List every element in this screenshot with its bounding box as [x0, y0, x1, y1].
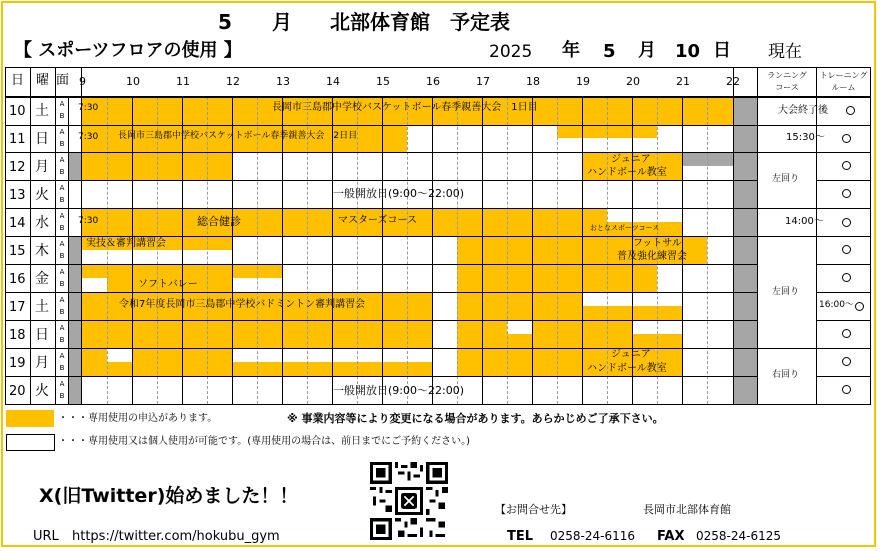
- court-a: A: [59, 380, 65, 388]
- row-day: 10: [9, 104, 26, 119]
- fax-number: 0258-24-6125: [696, 529, 782, 543]
- hour-label: 21: [676, 75, 690, 88]
- date-month: 5: [603, 41, 616, 62]
- training-available-12: [842, 161, 851, 170]
- hour-label: 19: [576, 75, 590, 88]
- training-available-13: [842, 189, 851, 198]
- hour-label: 18: [526, 75, 540, 88]
- col-running: ランニング コース: [767, 71, 807, 92]
- training-available-20: [842, 385, 851, 394]
- court-a: A: [59, 128, 65, 136]
- row-weekday: 火: [35, 187, 49, 203]
- court-a: A: [59, 212, 65, 220]
- event-11: 長岡市三島郡中学校バスケットボール春季親善大会 2日目: [118, 131, 358, 141]
- court-a: A: [59, 268, 65, 276]
- event-handball-1: ハンドボール教室: [587, 167, 667, 178]
- hour-label: 17: [476, 75, 490, 88]
- event-11-time: 7:30: [78, 132, 99, 142]
- date-day-unit: 日: [713, 40, 731, 61]
- event-open-20: 一般開放日(9:00～22:00): [333, 384, 464, 397]
- tel-number[interactable]: 0258-24-6116: [550, 529, 636, 543]
- event-otona: おとなスポーツコース: [590, 224, 660, 232]
- fax-label: FAX: [657, 529, 685, 544]
- court-a: A: [59, 156, 65, 164]
- side-1600: 16:00～: [819, 300, 854, 310]
- row-day: 17: [9, 300, 26, 315]
- training-available-14: [842, 218, 851, 227]
- event-10-time: 7:30: [78, 103, 99, 113]
- row-weekday: 日: [35, 327, 49, 343]
- hour-label: 13: [276, 75, 290, 88]
- event-10: 長岡市三島郡中学校バスケットボール春季親善大会 1日目: [272, 102, 538, 113]
- date-day: 10: [675, 41, 701, 62]
- event-14-time: 7:30: [78, 216, 99, 226]
- legend-note: ※ 事業内容等により変更になる場合があります。あらかじめご了承下さい。: [287, 412, 664, 425]
- row-day: 12: [9, 160, 26, 175]
- hour-label: 16: [426, 75, 440, 88]
- row-weekday: 金: [35, 271, 49, 287]
- row-day: 14: [9, 216, 26, 231]
- col-day: 日: [11, 73, 25, 88]
- event-handball-2: ハンドボール教室: [587, 363, 667, 374]
- court-b: B: [59, 196, 65, 204]
- hour-label: 15: [376, 75, 390, 88]
- row-weekday: 水: [35, 215, 49, 231]
- row-day: 13: [9, 188, 26, 203]
- side-1400: 14:00～: [785, 216, 824, 227]
- side-left-round-2: 左回り: [772, 287, 800, 297]
- training-available-19: [842, 357, 851, 366]
- hour-label: 20: [626, 75, 640, 88]
- row-day: 11: [9, 132, 26, 147]
- court-b: B: [59, 364, 65, 372]
- legend-booked: ・・・専用使用の申込があります。: [58, 413, 218, 424]
- page-title: 北部体育館 予定表: [330, 10, 510, 34]
- inquiry-label: 【お問合せ先】: [495, 503, 572, 516]
- court-a: A: [59, 296, 65, 304]
- section-title: 【 スポーツフロアの使用 】: [14, 40, 242, 61]
- header-month-unit: 月: [272, 10, 292, 34]
- hour-label: 9: [79, 75, 86, 88]
- court-b: B: [59, 280, 65, 288]
- court-a: A: [59, 324, 65, 332]
- event-futsal-2: 普及強化練習会: [617, 251, 687, 262]
- event-junior-1: ジュニア: [611, 154, 651, 165]
- training-available-10: [846, 106, 855, 115]
- training-available-11: [842, 134, 851, 143]
- court-b: B: [59, 308, 65, 316]
- court-b: B: [59, 140, 65, 148]
- training-available-15: [842, 245, 851, 254]
- side-1530: 15:30～: [786, 132, 825, 143]
- row-day: 15: [9, 244, 26, 259]
- twitter-announcement: X(旧Twitter)始めました！！: [39, 485, 299, 507]
- date-month-unit: 月: [638, 40, 656, 61]
- event-futsal-1: フットサル: [633, 238, 682, 249]
- legend-free: ・・・専用使用又は個人使用が可能です。(専用使用の場合は、前日までにご予約ください。): [58, 436, 471, 447]
- court-b: B: [59, 168, 65, 176]
- url-label: URL: [33, 529, 59, 544]
- court-b: B: [59, 224, 65, 232]
- col-court: 面: [56, 73, 70, 88]
- row-weekday: 土: [35, 103, 49, 119]
- court-b: B: [59, 252, 65, 260]
- row-weekday: 木: [35, 243, 49, 259]
- col-weekday: 曜: [36, 73, 50, 88]
- side-right-round: 右回り: [772, 370, 800, 380]
- tel-label: TEL: [507, 529, 534, 544]
- col-training: トレーニング ルーム: [819, 71, 868, 92]
- header-month: 5: [218, 10, 232, 34]
- row-weekday: 土: [35, 299, 49, 315]
- event-badminton: 令和7年度長岡市三島郡中学校バドミントン審判講習会: [119, 299, 366, 310]
- hour-label: 11: [176, 75, 190, 88]
- row-day: 16: [9, 272, 26, 287]
- court-a: A: [59, 352, 65, 360]
- court-b: B: [59, 112, 65, 120]
- hour-label: 10: [126, 75, 140, 88]
- date-year-unit: 年: [562, 40, 580, 61]
- training-available-17: [855, 302, 864, 311]
- row-weekday: 月: [35, 159, 49, 175]
- legend-booked-swatch: [6, 410, 54, 427]
- event-14: 総合健診: [197, 215, 241, 228]
- row-weekday: 日: [35, 131, 49, 147]
- event-junior-2: ジュニア: [611, 349, 651, 360]
- training-available-18: [842, 329, 851, 338]
- row-weekday: 火: [35, 383, 49, 399]
- court-a: A: [59, 100, 65, 108]
- event-softvolley: ソフトバレー: [138, 279, 198, 290]
- twitter-url[interactable]: https://twitter.com/hokubu_gym: [72, 529, 280, 544]
- court-a: A: [59, 184, 65, 192]
- event-open-13: 一般開放日(9:00～22:00): [333, 187, 464, 200]
- court-a: A: [59, 240, 65, 248]
- event-judge: 実技＆審判講習会: [86, 238, 166, 249]
- qr-code-icon: [370, 462, 448, 540]
- side-left-round-1: 左回り: [772, 174, 800, 184]
- side-taikai: 大会終了後: [778, 105, 828, 116]
- as-of-label: 現在: [768, 42, 802, 62]
- facility-name: 長岡市北部体育館: [643, 503, 731, 516]
- hour-label: 22: [726, 75, 740, 88]
- row-weekday: 月: [35, 355, 49, 371]
- row-day: 18: [9, 328, 26, 343]
- row-day: 20: [9, 384, 26, 399]
- hour-label: 12: [226, 75, 240, 88]
- row-day: 19: [9, 356, 26, 371]
- event-masters: マスターズコース: [338, 215, 417, 226]
- court-b: B: [59, 336, 65, 344]
- training-available-16: [842, 273, 851, 282]
- legend-free-swatch: [6, 434, 55, 451]
- hour-label: 14: [326, 75, 340, 88]
- court-b: B: [59, 392, 65, 400]
- date-year: 2025: [489, 42, 533, 62]
